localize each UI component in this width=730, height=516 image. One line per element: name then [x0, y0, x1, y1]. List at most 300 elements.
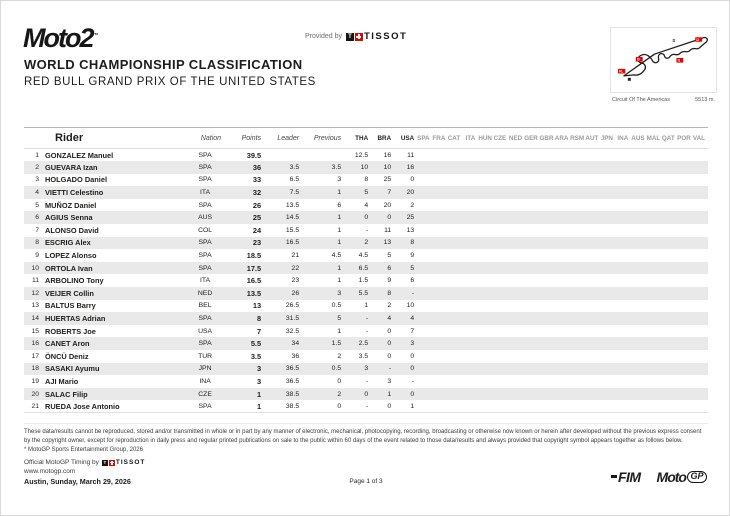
- cell-race-cze: [494, 300, 509, 313]
- cell-race-rsm: [570, 300, 585, 313]
- cell-race-ara: [555, 149, 570, 162]
- cell-points: 1: [256, 389, 262, 399]
- cell-race-jpn: [601, 149, 616, 162]
- cell-rider: ALONSO David: [45, 225, 99, 235]
- cell-race-ned: [509, 174, 524, 187]
- tissot-swiss-cross-icon: [109, 460, 115, 466]
- cell-race-ned: [509, 388, 524, 401]
- cell-leader: 6.5: [289, 176, 300, 184]
- cell-race-mal: [647, 375, 662, 388]
- cell-race-bra: 0: [387, 327, 392, 335]
- cell-leader: 22: [291, 264, 300, 272]
- cell-rider: VEIJER Collin: [45, 288, 94, 298]
- cell-previous: 5: [337, 315, 342, 323]
- cell-race-jpn: [601, 211, 616, 224]
- cell-race-por: [677, 249, 692, 262]
- cell-race-jpn: [601, 224, 616, 237]
- cell-nation: SPA: [198, 340, 212, 348]
- cell-race-tha: 5: [364, 189, 369, 197]
- cell-pos: 20: [31, 390, 39, 398]
- cell-race-mal: [647, 337, 662, 350]
- cell-race-aut: [585, 174, 600, 187]
- rider-row: [24, 337, 708, 350]
- cell-race-qat: [662, 161, 677, 174]
- cell-race-aus: [631, 337, 646, 350]
- cell-race-bra: 5: [387, 252, 392, 260]
- cell-race-rsm: [570, 249, 585, 262]
- cell-race-rsm: [570, 211, 585, 224]
- cell-race-ger: [524, 224, 539, 237]
- cell-race-spa: [417, 186, 432, 199]
- cell-race-cat: [448, 237, 463, 250]
- cell-points: 3: [256, 364, 262, 374]
- cell-race-val: [692, 186, 708, 199]
- cell-race-jpn: [601, 375, 616, 388]
- cell-nation: AUS: [198, 214, 213, 222]
- cell-race-ina: [616, 325, 631, 338]
- cell-race-ita: [463, 249, 478, 262]
- cell-race-spa: [417, 249, 432, 262]
- cell-race-por: [677, 262, 692, 275]
- cell-race-qat: [662, 174, 677, 187]
- cell-pos: 11: [31, 277, 39, 285]
- cell-pos: 5: [35, 201, 39, 209]
- cell-rider: GUEVARA Izan: [45, 162, 98, 172]
- cell-race-ita: [463, 224, 478, 237]
- cell-race-val: [692, 274, 708, 287]
- cell-pos: 19: [31, 377, 39, 385]
- cell-race-ara: [555, 161, 570, 174]
- cell-race-val: [692, 363, 708, 376]
- cell-rider: ARBOLINO Tony: [45, 276, 104, 286]
- cell-leader: 26: [291, 289, 300, 297]
- cell-race-cze: [494, 149, 509, 162]
- cell-nation: CZE: [198, 390, 212, 398]
- page-title: WORLD CHAMPIONSHIP CLASSIFICATION: [24, 57, 303, 72]
- cell-race-fra: [432, 174, 447, 187]
- cell-race-fra: [432, 287, 447, 300]
- cell-race-mal: [647, 274, 662, 287]
- col-race-ita: ITA: [465, 134, 476, 142]
- cell-race-aut: [585, 249, 600, 262]
- cell-race-val: [692, 375, 708, 388]
- cell-race-fra: [432, 262, 447, 275]
- cell-race-ger: [524, 149, 539, 162]
- cell-race-rsm: [570, 350, 585, 363]
- cell-pos: 8: [35, 239, 39, 247]
- cell-race-hun: [478, 388, 493, 401]
- pit-marker: [628, 78, 631, 81]
- cell-race-rsm: [570, 161, 585, 174]
- cell-race-aut: [585, 312, 600, 325]
- cell-race-spa: [417, 350, 432, 363]
- cell-race-mal: [647, 312, 662, 325]
- cell-race-val: [692, 211, 708, 224]
- cell-race-qat: [662, 249, 677, 262]
- circuit-length: 5513 m.: [695, 97, 715, 103]
- cell-race-spa: [417, 363, 432, 376]
- cell-race-spa: [417, 224, 432, 237]
- cell-race-jpn: [601, 199, 616, 212]
- cell-race-cze: [494, 350, 509, 363]
- cell-previous: 1: [337, 277, 342, 285]
- rider-row: [24, 199, 708, 212]
- cell-race-cat: [448, 350, 463, 363]
- cell-points: 1: [256, 401, 262, 411]
- cell-race-ger: [524, 161, 539, 174]
- cell-race-cat: [448, 375, 463, 388]
- cell-race-bra: 9: [387, 277, 392, 285]
- cell-nation: SPA: [198, 239, 212, 247]
- page-indicator: Page 1 of 3: [349, 478, 383, 485]
- cell-pos: 2: [35, 163, 39, 171]
- cell-race-ned: [509, 400, 524, 413]
- cell-race-spa: [417, 312, 432, 325]
- cell-race-por: [677, 337, 692, 350]
- col-race-fra: FRA: [432, 134, 446, 142]
- moto2-logo: [23, 23, 98, 54]
- cell-race-jpn: [601, 300, 616, 313]
- cell-race-fra: [432, 274, 447, 287]
- cell-race-ina: [616, 199, 631, 212]
- cell-race-spa: [417, 274, 432, 287]
- moto2-logo-text: Moto2: [23, 23, 93, 53]
- col-race-qat: QAT: [661, 134, 675, 142]
- cell-race-gbr: [540, 350, 555, 363]
- cell-race-rsm: [570, 388, 585, 401]
- cell-race-cze: [494, 363, 509, 376]
- cell-previous: 1: [337, 239, 342, 247]
- cell-leader: 36.5: [285, 365, 300, 373]
- cell-race-rsm: [570, 274, 585, 287]
- motogp-logo: [657, 469, 707, 485]
- cell-race-ara: [555, 350, 570, 363]
- cell-previous: [306, 149, 348, 162]
- cell-race-gbr: [540, 287, 555, 300]
- cell-race-bra: 0: [387, 340, 392, 348]
- cell-race-cze: [494, 388, 509, 401]
- cell-race-aut: [585, 350, 600, 363]
- cell-nation: SPA: [198, 252, 212, 260]
- cell-race-spa: [417, 199, 432, 212]
- cell-race-ita: [463, 274, 478, 287]
- cell-nation: JPN: [198, 365, 212, 373]
- cell-race-jpn: [601, 400, 616, 413]
- cell-rider: HOLGADO Daniel: [45, 175, 108, 185]
- cell-race-bra: -: [388, 365, 392, 373]
- cell-race-rsm: [570, 224, 585, 237]
- cell-race-usa: 9: [410, 252, 415, 260]
- cell-race-hun: [478, 350, 493, 363]
- cell-race-gbr: [540, 186, 555, 199]
- cell-race-aut: [585, 363, 600, 376]
- cell-race-val: [692, 337, 708, 350]
- rider-row: [24, 287, 708, 300]
- cell-leader: 26.5: [285, 302, 300, 310]
- cell-race-bra: 0: [387, 214, 392, 222]
- cell-previous: 3: [337, 176, 342, 184]
- trademark-symbol: ™: [92, 33, 99, 39]
- rider-row: [24, 312, 708, 325]
- cell-race-ned: [509, 363, 524, 376]
- cell-race-qat: [662, 224, 677, 237]
- cell-race-spa: [417, 287, 432, 300]
- cell-race-cze: [494, 224, 509, 237]
- cell-race-qat: [662, 350, 677, 363]
- event-subtitle: RED BULL GRAND PRIX OF THE UNITED STATES: [24, 76, 316, 88]
- cell-race-hun: [478, 363, 493, 376]
- cell-race-ned: [509, 350, 524, 363]
- cell-leader: 23: [291, 277, 300, 285]
- cell-race-val: [692, 262, 708, 275]
- cell-race-gbr: [540, 149, 555, 162]
- cell-race-cat: [448, 174, 463, 187]
- cell-race-bra: 7: [387, 189, 392, 197]
- cell-race-mal: [647, 388, 662, 401]
- cell-race-ger: [524, 300, 539, 313]
- rider-row: [24, 174, 708, 187]
- cell-race-val: [692, 325, 708, 338]
- cell-race-val: [692, 388, 708, 401]
- cell-race-aus: [631, 262, 646, 275]
- cell-race-aut: [585, 262, 600, 275]
- cell-race-jpn: [601, 363, 616, 376]
- cell-points: 7: [256, 326, 262, 336]
- cell-race-hun: [478, 262, 493, 275]
- cell-race-ned: [509, 199, 524, 212]
- cell-race-ina: [616, 363, 631, 376]
- cell-points: 23: [252, 238, 262, 248]
- rider-row: [24, 375, 708, 388]
- cell-race-tha: -: [365, 402, 369, 410]
- cell-race-por: [677, 300, 692, 313]
- cell-race-gbr: [540, 211, 555, 224]
- cell-race-ita: [463, 237, 478, 250]
- col-race-aus: AUS: [631, 134, 645, 142]
- cell-race-val: [692, 249, 708, 262]
- cell-race-val: [692, 161, 708, 174]
- cell-race-aus: [631, 149, 646, 162]
- cell-race-val: [692, 224, 708, 237]
- cell-race-aus: [631, 274, 646, 287]
- cell-leader: 7.5: [289, 189, 300, 197]
- cell-previous: 4.5: [331, 252, 342, 260]
- cell-race-ara: [555, 337, 570, 350]
- cell-race-usa: 20: [406, 189, 415, 197]
- cell-race-ned: [509, 186, 524, 199]
- cell-race-hun: [478, 174, 493, 187]
- cell-race-usa: 7: [410, 327, 415, 335]
- table-header-row: [24, 128, 708, 149]
- cell-pos: 6: [35, 214, 39, 222]
- cell-race-mal: [647, 149, 662, 162]
- cell-race-qat: [662, 325, 677, 338]
- cell-race-fra: [432, 161, 447, 174]
- cell-race-rsm: [570, 186, 585, 199]
- rider-row: [24, 237, 708, 250]
- cell-nation: SPA: [198, 151, 212, 159]
- rider-row: [24, 262, 708, 275]
- cell-race-usa: 6: [410, 277, 415, 285]
- cell-points: 3.5: [250, 351, 262, 361]
- cell-race-jpn: [601, 350, 616, 363]
- cell-rider: ORTOLA Ivan: [45, 263, 93, 273]
- cell-points: 33: [252, 175, 262, 185]
- cell-race-ita: [463, 350, 478, 363]
- cell-previous: 6: [337, 201, 342, 209]
- cell-race-ina: [616, 262, 631, 275]
- cell-race-qat: [662, 312, 677, 325]
- cell-race-bra: 3: [387, 377, 392, 385]
- col-points: Points: [241, 134, 262, 142]
- cell-leader: 15.5: [285, 226, 300, 234]
- cell-race-rsm: [570, 400, 585, 413]
- track-card: [610, 27, 717, 103]
- motogp-gp-badge: GP: [687, 471, 707, 483]
- cell-rider: RUEDA Jose Antonio: [45, 401, 120, 411]
- cell-race-usa: -: [411, 377, 415, 385]
- cell-race-usa: 3: [410, 340, 415, 348]
- cell-race-mal: [647, 325, 662, 338]
- cell-race-aus: [631, 199, 646, 212]
- cell-race-hun: [478, 312, 493, 325]
- cell-race-rsm: [570, 199, 585, 212]
- cell-race-ina: [616, 237, 631, 250]
- cell-race-ara: [555, 274, 570, 287]
- cell-race-jpn: [601, 186, 616, 199]
- cell-race-hun: [478, 161, 493, 174]
- cell-race-usa: 5: [410, 264, 415, 272]
- cell-race-aut: [585, 161, 600, 174]
- cell-race-aut: [585, 149, 600, 162]
- cell-previous: 1: [337, 214, 342, 222]
- cell-race-por: [677, 161, 692, 174]
- cell-leader: [268, 149, 306, 162]
- cell-race-cat: [448, 363, 463, 376]
- cell-leader: 21: [291, 252, 300, 260]
- cell-race-tha: 1: [364, 302, 369, 310]
- cell-race-spa: [417, 388, 432, 401]
- cell-race-rsm: [570, 174, 585, 187]
- cell-race-mal: [647, 199, 662, 212]
- cell-race-gbr: [540, 161, 555, 174]
- cell-nation: SPA: [198, 315, 212, 323]
- cell-race-bra: 0: [387, 352, 392, 360]
- cell-race-ned: [509, 211, 524, 224]
- cell-race-por: [677, 274, 692, 287]
- cell-race-rsm: [570, 337, 585, 350]
- cell-race-ita: [463, 287, 478, 300]
- brand-logos: [611, 469, 707, 485]
- cell-race-fra: [432, 249, 447, 262]
- cell-race-gbr: [540, 237, 555, 250]
- cell-race-mal: [647, 237, 662, 250]
- rider-row: [24, 224, 708, 237]
- cell-race-bra: 8: [387, 289, 392, 297]
- cell-race-cat: [448, 211, 463, 224]
- cell-race-ina: [616, 388, 631, 401]
- cell-race-tha: -: [365, 377, 369, 385]
- cell-race-spa: [417, 149, 432, 162]
- col-race-cat: CAT: [447, 134, 461, 142]
- cell-race-fra: [432, 224, 447, 237]
- cell-race-ita: [463, 388, 478, 401]
- rider-row: [24, 186, 708, 199]
- cell-race-bra: 4: [387, 315, 392, 323]
- cell-race-jpn: [601, 388, 616, 401]
- cell-nation: SPA: [198, 201, 212, 209]
- cell-previous: 3.5: [331, 163, 342, 171]
- cell-race-val: [692, 287, 708, 300]
- cell-race-rsm: [570, 237, 585, 250]
- cell-race-jpn: [601, 312, 616, 325]
- cell-race-hun: [478, 300, 493, 313]
- cell-race-rsm: [570, 262, 585, 275]
- cell-pos: 17: [31, 352, 39, 360]
- cell-race-ger: [524, 186, 539, 199]
- col-race-aut: AUT: [585, 134, 599, 142]
- cell-pos: 7: [35, 226, 39, 234]
- cell-race-ara: [555, 224, 570, 237]
- col-race-val: VAL: [692, 134, 705, 142]
- cell-leader: 14.5: [285, 214, 300, 222]
- cell-race-ina: [616, 249, 631, 262]
- cell-race-spa: [417, 211, 432, 224]
- cell-race-jpn: [601, 249, 616, 262]
- cell-race-cze: [494, 312, 509, 325]
- start-label: S: [672, 38, 676, 44]
- cell-race-tha: 5.5: [358, 289, 369, 297]
- cell-race-qat: [662, 300, 677, 313]
- cell-race-mal: [647, 174, 662, 187]
- cell-rider: ESCRIG Alex: [45, 238, 91, 248]
- cell-race-aus: [631, 312, 646, 325]
- cell-race-ned: [509, 262, 524, 275]
- cell-race-fra: [432, 400, 447, 413]
- event-date-location: Austin, Sunday, March 29, 2026: [24, 477, 131, 486]
- fim-logo: FIM: [611, 469, 641, 485]
- cell-race-ina: [616, 149, 631, 162]
- tissot-t-icon: [102, 460, 108, 466]
- marker-i1-label: I1: [677, 58, 681, 63]
- cell-race-ned: [509, 300, 524, 313]
- cell-pos: 18: [31, 365, 39, 373]
- cell-race-spa: [417, 325, 432, 338]
- cell-race-ina: [616, 375, 631, 388]
- cell-race-aut: [585, 375, 600, 388]
- cell-race-qat: [662, 262, 677, 275]
- cell-race-mal: [647, 363, 662, 376]
- cell-race-jpn: [601, 325, 616, 338]
- cell-race-ita: [463, 312, 478, 325]
- cell-race-bra: 20: [383, 201, 392, 209]
- cell-race-mal: [647, 400, 662, 413]
- cell-race-ger: [524, 287, 539, 300]
- marker-i3-label: I3: [636, 57, 640, 62]
- cell-race-ned: [509, 274, 524, 287]
- cell-race-ara: [555, 325, 570, 338]
- cell-race-bra: 1: [387, 390, 392, 398]
- col-race-spa: SPA: [417, 134, 430, 142]
- website-url: www.motogp.com: [24, 468, 76, 475]
- cell-race-por: [677, 237, 692, 250]
- cell-race-aut: [585, 325, 600, 338]
- cell-rider: LOPEZ Alonso: [45, 251, 97, 261]
- cell-race-qat: [662, 375, 677, 388]
- cell-leader: 38.5: [285, 402, 300, 410]
- cell-race-tha: 6.5: [358, 264, 369, 272]
- cell-race-cat: [448, 274, 463, 287]
